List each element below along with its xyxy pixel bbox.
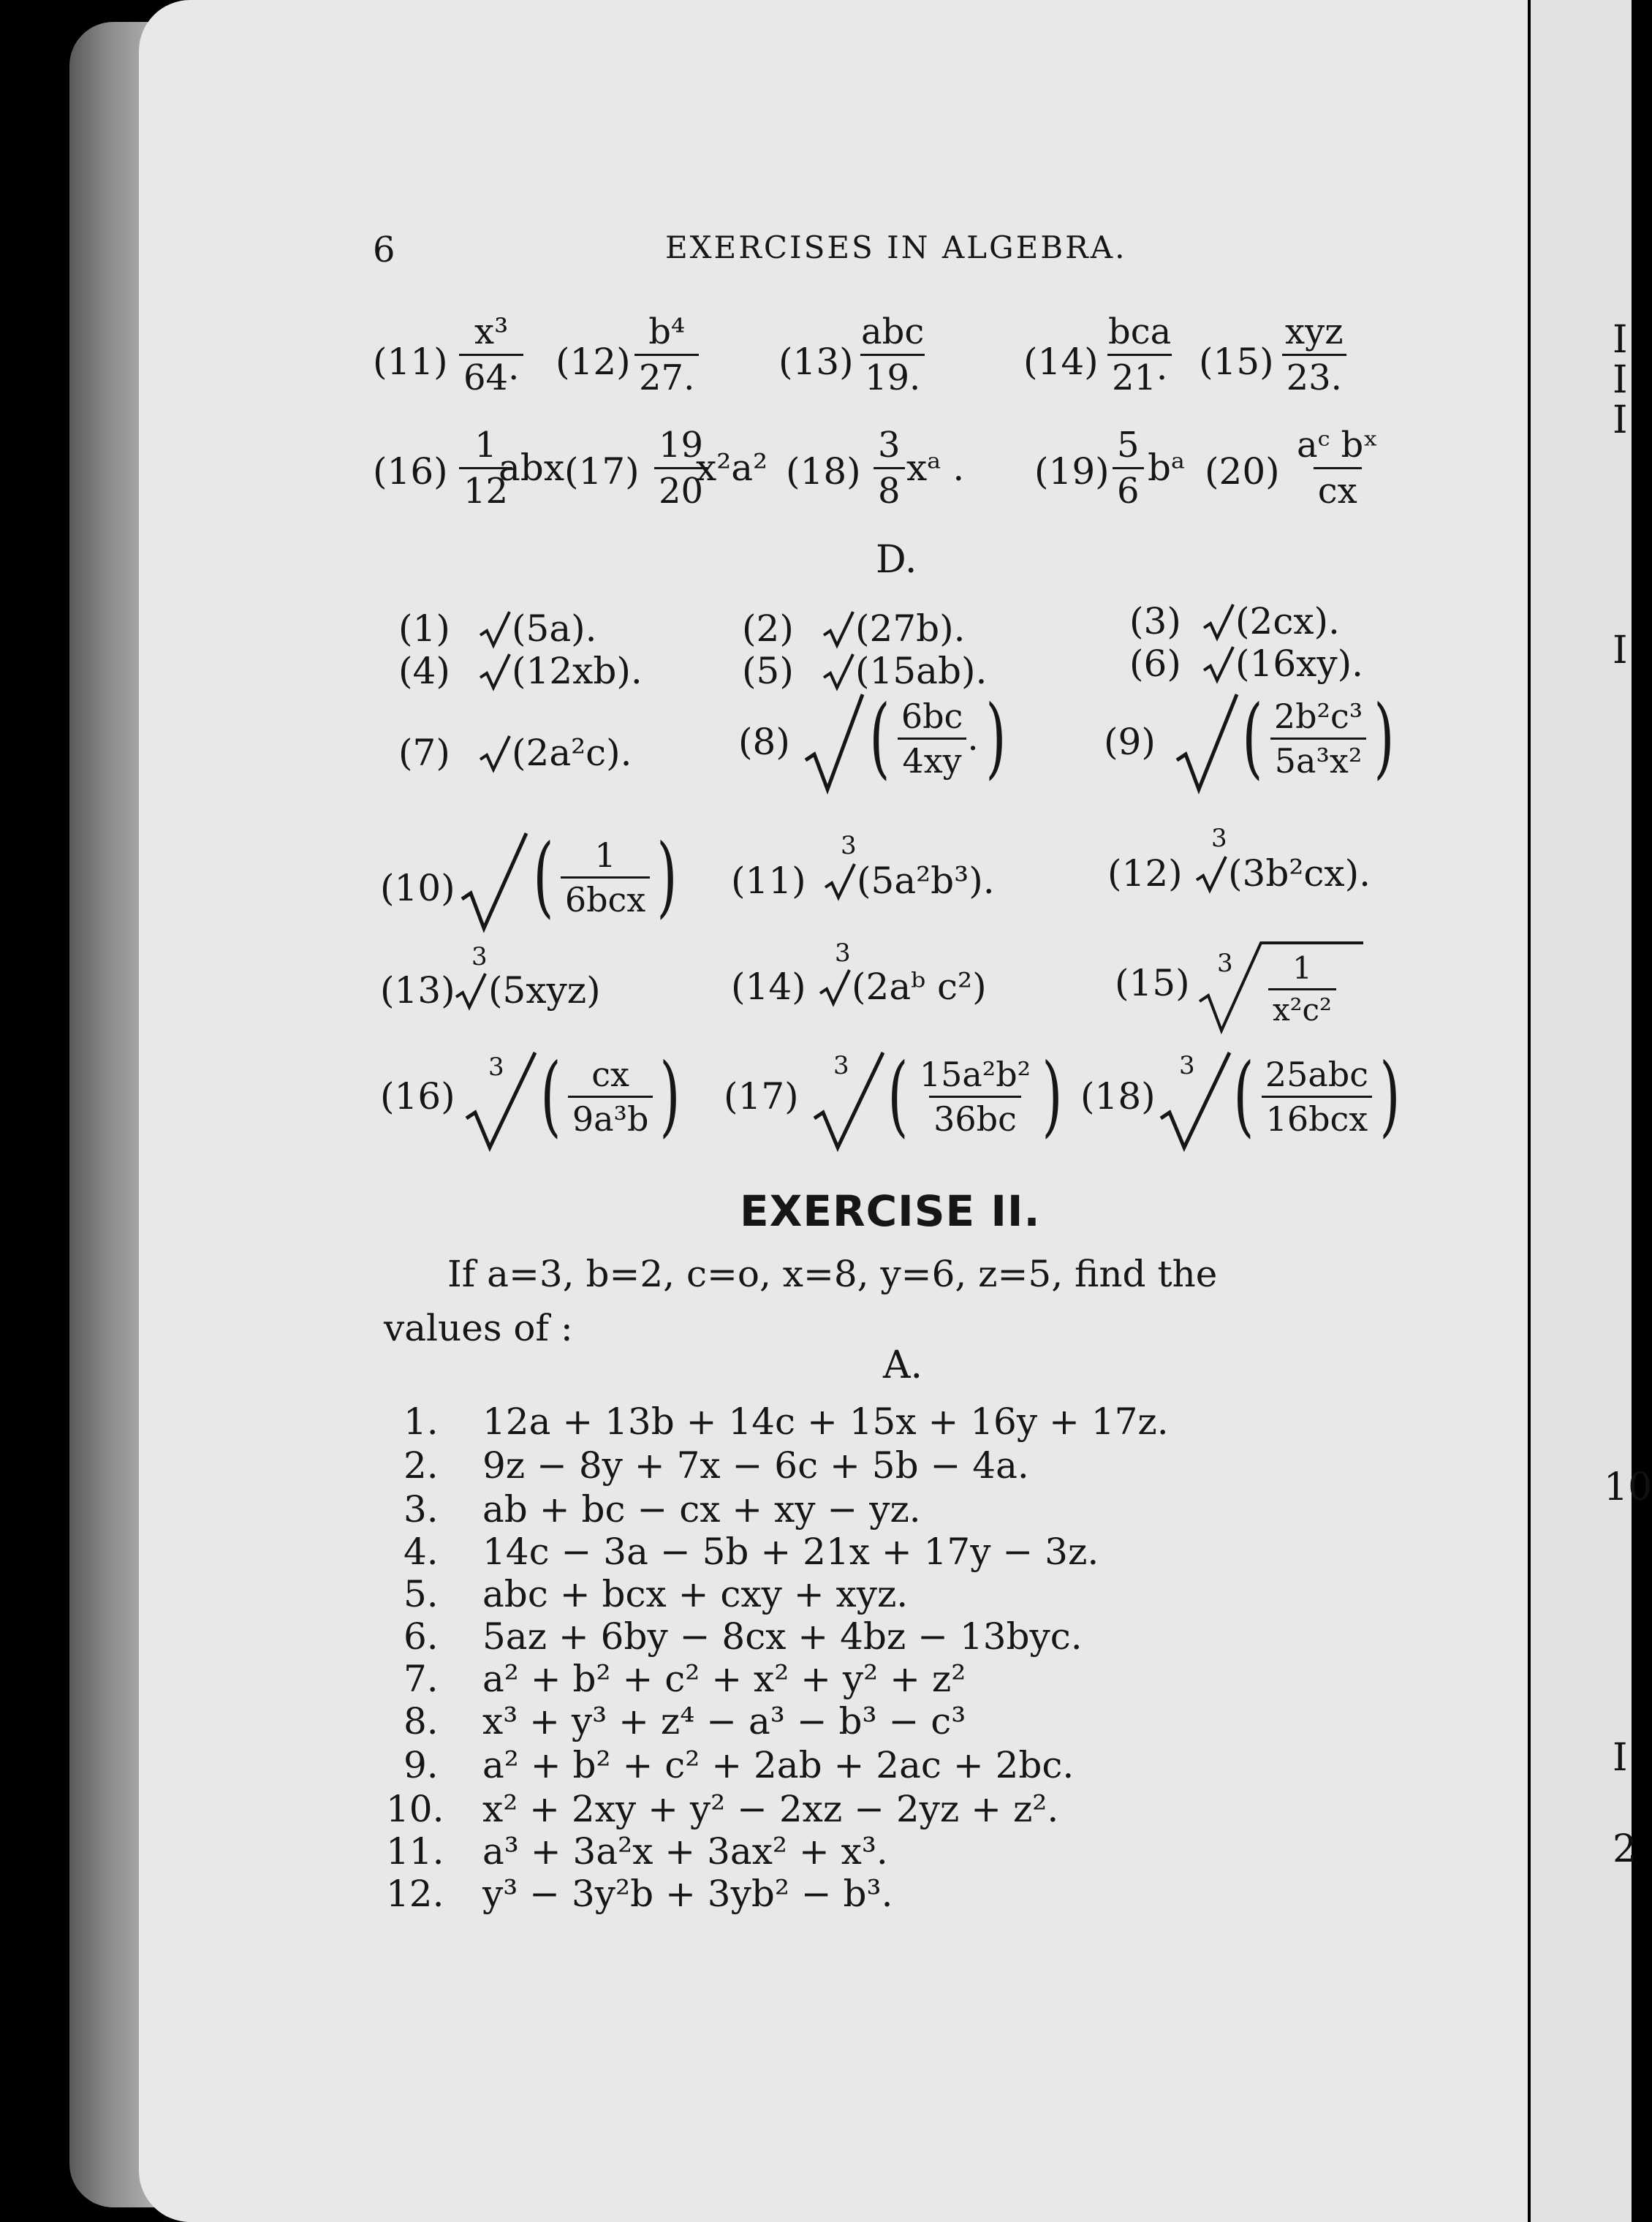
radical-item: (8) ( 6bc 4xy . ) bbox=[738, 687, 1007, 789]
fraction: b⁴ 27. bbox=[634, 314, 699, 395]
radicand: (16xy). bbox=[1235, 642, 1363, 685]
problem-number: 4. bbox=[403, 1531, 439, 1573]
item-label: (13) bbox=[380, 969, 455, 1012]
item-label: (4) bbox=[398, 650, 450, 692]
problem-expression: ab + bc − cx + xy − yz. bbox=[482, 1488, 921, 1531]
item-label: (15) bbox=[1199, 341, 1274, 383]
fraction: 3 8 bbox=[874, 428, 905, 509]
facing-page-char: I bbox=[1613, 318, 1628, 362]
problem-expression: a³ + 3a²x + 3ax² + x³. bbox=[482, 1830, 888, 1873]
radical-item: (10) ( 1 6bcx ) bbox=[380, 826, 678, 928]
item-label: (18) bbox=[1080, 1075, 1156, 1118]
problem-number: 3. bbox=[403, 1488, 439, 1531]
problem-expression: y³ − 3y²b + 3yb² − b³. bbox=[482, 1873, 893, 1915]
running-title: EXERCISES IN ALGEBRA. bbox=[665, 230, 1127, 265]
problem-expression: x² + 2xy + y² − 2xz − 2yz + z². bbox=[482, 1788, 1059, 1830]
item-label: (14) bbox=[1023, 341, 1099, 383]
item-label: (12) bbox=[1107, 852, 1183, 895]
radicand: (12xb). bbox=[512, 650, 643, 692]
radical-index: 3 bbox=[841, 831, 857, 860]
radical-index: 3 bbox=[488, 1053, 504, 1082]
fraction: 1 6bcx bbox=[561, 838, 650, 917]
page-number: 6 bbox=[373, 230, 395, 270]
item-label: (19) bbox=[1034, 450, 1110, 493]
problem-number: 10. bbox=[386, 1788, 444, 1830]
problem-expression: 5az + 6by − 8cx + 4bz − 13byc. bbox=[482, 1615, 1083, 1658]
item-label: (18) bbox=[786, 450, 861, 493]
fraction: 25abc 16bcx bbox=[1261, 1058, 1373, 1136]
problem-number: 8. bbox=[403, 1700, 439, 1743]
item-label: (8) bbox=[738, 721, 790, 763]
radicand: (27b). bbox=[855, 607, 966, 650]
radicand: (5a). bbox=[512, 607, 597, 650]
radicand: (15ab). bbox=[855, 650, 988, 692]
radicand: (2cx). bbox=[1235, 600, 1340, 642]
problem-number: 6. bbox=[403, 1615, 439, 1658]
item-label: (16) bbox=[380, 1075, 455, 1118]
radical-index: 3 bbox=[1179, 1051, 1195, 1080]
radical-index: 3 bbox=[833, 1051, 849, 1080]
fraction: xyz 23. bbox=[1281, 314, 1347, 395]
item-label: (7) bbox=[398, 732, 450, 774]
item-label: (5) bbox=[742, 650, 794, 692]
problem-expression: abc + bcx + cxy + xyz. bbox=[482, 1573, 909, 1615]
facing-page-char: 10 bbox=[1604, 1465, 1652, 1509]
radical-index: 3 bbox=[1211, 824, 1227, 853]
radical-index: 3 bbox=[835, 939, 851, 968]
problem-number: 12. bbox=[386, 1873, 444, 1915]
problem-expression: 12a + 13b + 14c + 15x + 16y + 17z. bbox=[482, 1400, 1169, 1443]
facing-page-edge bbox=[1531, 0, 1652, 2222]
item-label: (15) bbox=[1115, 962, 1190, 1004]
item-label: (6) bbox=[1129, 642, 1181, 685]
fraction: cx 9a³b bbox=[568, 1058, 653, 1136]
item-label: (2) bbox=[742, 607, 794, 650]
problem-expression: 14c − 3a − 5b + 21x + 17y − 3z. bbox=[482, 1531, 1099, 1573]
radical-index: 3 bbox=[471, 942, 488, 971]
item-label: (13) bbox=[778, 341, 854, 383]
fraction: 19 20 bbox=[654, 428, 708, 509]
fraction: 1 x²c² bbox=[1268, 953, 1336, 1025]
problem-number: 11. bbox=[386, 1830, 444, 1873]
fraction: 15a²b² 36bc bbox=[919, 1054, 1031, 1139]
problem-expression: a² + b² + c² + 2ab + 2ac + 2bc. bbox=[482, 1744, 1075, 1786]
fraction: 6bc 4xy bbox=[897, 699, 967, 778]
item-label: (20) bbox=[1205, 450, 1280, 493]
item-label: (11) bbox=[731, 860, 806, 902]
fraction: 1 12 bbox=[459, 428, 512, 509]
exercise-heading: EXERCISE II. bbox=[740, 1186, 1041, 1236]
problem-expression: a² + b² + c² + x² + y² + z² bbox=[482, 1658, 966, 1700]
radical-item: (17) 3 ( 15a²b² 36bc ) bbox=[724, 1045, 1063, 1147]
radicand: (3b²cx). bbox=[1228, 852, 1371, 895]
radical-item bbox=[1115, 936, 1422, 1038]
problem-number: 1. bbox=[403, 1400, 439, 1443]
facing-page-char: I bbox=[1613, 629, 1628, 672]
item-label: (14) bbox=[731, 966, 806, 1008]
item-label: (1) bbox=[398, 607, 450, 650]
fraction-suffix: abx bbox=[499, 447, 565, 489]
radicand: (2a²c). bbox=[512, 732, 632, 774]
fraction-suffix: xᵃ . bbox=[906, 447, 965, 489]
radicand: (2aᵇ c²) bbox=[852, 966, 987, 1008]
intro-line: If a=3, b=2, c=o, x=8, y=6, z=5, find the bbox=[447, 1253, 1218, 1295]
fraction: aᶜ bˣ cx bbox=[1297, 425, 1379, 512]
problem-number: 2. bbox=[403, 1444, 439, 1487]
problem-number: 5. bbox=[403, 1573, 439, 1615]
fraction: abc 19. bbox=[861, 311, 925, 398]
facing-page-char: I bbox=[1613, 358, 1628, 402]
item-label: (12) bbox=[556, 341, 631, 383]
item-label: (3) bbox=[1129, 600, 1181, 642]
problem-expression: 9z − 8y + 7x − 6c + 5b − 4a. bbox=[482, 1444, 1029, 1487]
item-label: (10) bbox=[380, 867, 455, 909]
fraction-suffix: x²a² bbox=[696, 447, 768, 489]
facing-page-char: I bbox=[1613, 1736, 1628, 1780]
radical-item: (16) 3 ( cx 9a³b ) bbox=[380, 1045, 681, 1147]
radical-item: (9) ( 2b²c³ 5a³x² ) bbox=[1104, 687, 1395, 789]
facing-page-char: I bbox=[1613, 398, 1628, 442]
item-label: (16) bbox=[373, 450, 448, 493]
intro-line: values of : bbox=[384, 1307, 573, 1349]
radicand: (5a²b³). bbox=[857, 860, 995, 902]
radical-index: 3 bbox=[1217, 949, 1233, 978]
item-label: (17) bbox=[564, 450, 640, 493]
item-label: (17) bbox=[724, 1075, 799, 1118]
fraction: bca 21· bbox=[1108, 311, 1172, 398]
radicand: (5xyz) bbox=[488, 969, 601, 1012]
item-label: (11) bbox=[373, 341, 448, 383]
section-d-heading: D. bbox=[876, 538, 917, 582]
fraction: 2b²c³ 5a³x² bbox=[1270, 699, 1367, 778]
item-label: (9) bbox=[1104, 721, 1156, 763]
section-a-heading: A. bbox=[883, 1343, 923, 1387]
problem-number: 9. bbox=[403, 1744, 439, 1786]
fraction-suffix: bᵃ bbox=[1148, 447, 1186, 489]
facing-page-char: 2 bbox=[1613, 1827, 1637, 1871]
problem-number: 7. bbox=[403, 1658, 439, 1700]
radical-item: (18) 3 ( 25abc 16bcx ) bbox=[1080, 1045, 1401, 1147]
fraction: 5 6 bbox=[1113, 428, 1144, 509]
problem-expression: x³ + y³ + z⁴ − a³ − b³ − c³ bbox=[482, 1700, 966, 1743]
fraction: x³ 64· bbox=[459, 314, 523, 395]
